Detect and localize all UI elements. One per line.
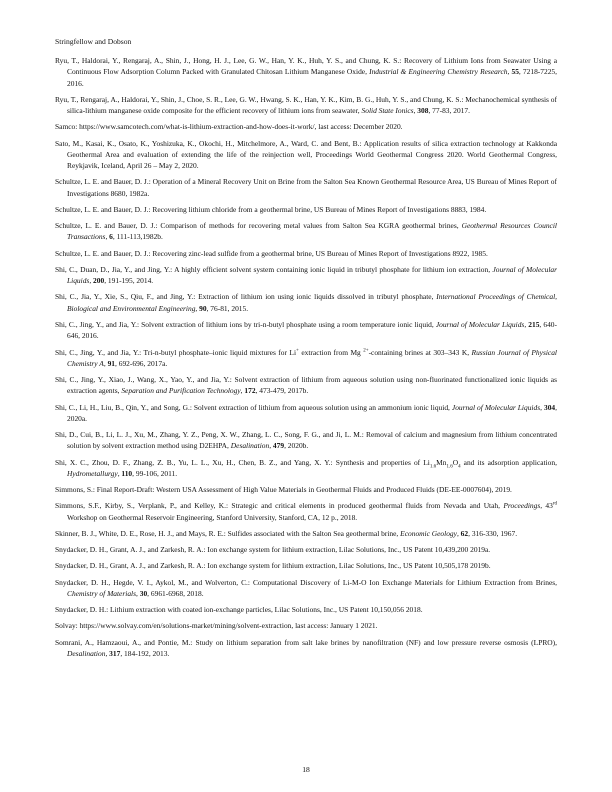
reference-entry — [55, 620, 557, 631]
reference-journal: Economic Geology — [400, 528, 457, 538]
reference-text: , — [117, 468, 122, 478]
reference-text: Shi, C., Jing, Y., Xiao, J., Wang, X., Yao, Y., and Jia, Y.: Solvent extraction of lithium from aqueous solution using non-fluorinated functionalized ionic liquids as extraction agents, — [55, 375, 557, 396]
reference-entry — [55, 264, 557, 287]
reference-list — [55, 55, 557, 664]
reference-text: , 7218-7225, 2016. — [67, 67, 557, 88]
reference-text: and its adsorption application, — [460, 457, 557, 467]
reference-text: , — [240, 386, 245, 396]
reference-entry — [55, 319, 557, 342]
reference-journal: International Proceedings of Chemical, Biological and Environmental Engineering — [67, 292, 557, 313]
reference-journal: Separation and Purification Technology — [121, 386, 241, 396]
reference-entry — [55, 544, 557, 555]
reference-journal: Desalination — [67, 648, 106, 658]
page-number: 18 — [302, 765, 310, 774]
reference-text: , — [269, 441, 273, 451]
reference-text: Schultze, L. E. and Bauer, D. J.: Recovering lithium chloride from a geothermal brine, US Bureau of Mines Report of Investigations 8883, 1984. — [55, 204, 487, 214]
reference-text: , 6961-6968, 2018. — [147, 588, 204, 598]
reference-text: , 99-106, 2011. — [132, 468, 178, 478]
reference-volume: 110 — [121, 468, 133, 478]
subscript: 1.6 — [446, 464, 453, 470]
reference-text: , 77-83, 2017. — [428, 106, 470, 116]
reference-entry — [55, 500, 557, 523]
reference-text: , — [540, 402, 544, 412]
reference-text: Snydacker, D. H., Grant, A. J., and Zarkesh, R. A.: Ion exchange system for lithium extraction, Lilac Solutions, Inc., US Patent 10,439,200 2019a. — [55, 545, 491, 555]
reference-text: Solvay: https://www.solvay.com/en/solutions-market/mining/solvent-extraction, last access: January 1 2021. — [55, 621, 378, 631]
reference-entry — [55, 457, 557, 480]
reference-text: Shi, C., Jia, Y., Xie, S., Qiu, F., and Jing, Y.: Extraction of lithium ion using ionic liquids dissolved in tributyl phosphate, — [55, 292, 437, 302]
reference-entry — [55, 528, 557, 539]
reference-text: Shi, C., Duan, D., Jia, Y., and Jing, Y.: A highly efficient solvent system containing ionic liquid in tributyl phosphate for lithium ion extraction, — [55, 264, 493, 274]
reference-text: O — [452, 457, 459, 467]
reference-text: , — [105, 232, 110, 242]
reference-text: , 473-479, 2017b. — [255, 386, 309, 396]
reference-volume: 62 — [460, 528, 469, 538]
reference-entry — [55, 94, 557, 117]
reference-text: Schultze, L. E. and Bauer, D. J.: Comparison of methods for recovering metal values from Salton Sea KGRA geothermal brines, — [55, 221, 462, 231]
reference-text: Simmons, S.F., Kirby, S., Verplank, P., and Kelley, K.: Strategic and critical elements in produced geothermal fluids from Nevada and Utah, — [55, 501, 504, 511]
reference-text: Ryu, T., Haldorai, Y., Rengaraj, A., Shin, J., Hong, H. J., Lee, G. W., Han, Y. K., Huh, Y. S., and Chung, K. S.: Recovery of Lithium Ions from Seawater Using a Continuous Flow Adsorption Column Packed with Granulated Chitosan Lithium Manganese Oxide, — [55, 56, 557, 77]
reference-text: Snydacker, D. H.: Lithium extraction with coated ion-exchange particles, Lilac Solutions, Inc., US Patent 10,150,056 2018. — [55, 605, 423, 615]
reference-volume: 90 — [199, 303, 207, 313]
reference-journal: Journal of Molecular Liquids — [67, 264, 557, 286]
reference-text: , 43 — [540, 501, 553, 511]
reference-entry — [55, 291, 557, 314]
reference-volume: 308 — [417, 106, 429, 116]
reference-text: , — [524, 320, 529, 330]
reference-entry — [55, 560, 557, 571]
superscript: + — [296, 348, 299, 354]
reference-text: Mn — [436, 457, 447, 467]
reference-text: -containing brines at 303–343 K, — [368, 347, 472, 357]
reference-text: Simmons, S.: Final Report-Draft: Western USA Assessment of High Value Materials in Geothermal Fluids and Produced Fluids (DE-EE-0007604), 2019. — [55, 485, 512, 495]
reference-volume: 55 — [511, 67, 519, 77]
reference-journal: Russian Journal of Physical Chemistry A — [67, 347, 557, 368]
reference-journal: Desalination — [230, 441, 270, 451]
reference-entry — [55, 248, 557, 259]
reference-text: Skinner, B. J., White, D. E., Rose, H. J., and Mays, R. E.: Sulfides associated with the Salton Sea geothermal brine, — [55, 528, 401, 538]
reference-volume: 6 — [109, 232, 113, 242]
reference-text: Ryu, T., Rengaraj, A., Haldorai, Y., Shin, J., Choe, S. R., Lee, G. W., Hwang, S. K., Han, Y. K., Kim, B. G., Huh, Y. S., and Chung, K. S.: Mechanochemical synthesis of silica-lithium manganese oxide composite for the efficient recovery of lithium ions from seawater, — [55, 94, 557, 116]
reference-entry — [55, 220, 557, 243]
reference-volume: 479 — [272, 441, 285, 451]
reference-journal: Hydrometallurgy — [67, 468, 118, 478]
subscript: 4 — [458, 464, 461, 470]
subscript: 1.6 — [429, 464, 437, 470]
reference-text: Shi, D., Cui, B., Li, L. J., Xu, M., Zhang, Y. Z., Peng, X. W., Zhang, L. C., Song, F. G., and Ji, L. M.: Removal of calcium and magnesium from lithium concentrated solution by solvent extraction method using D2EHPA, — [55, 430, 557, 451]
reference-text: Schultze, L. E. and Bauer, D. J.: Recovering zinc-lead sulfide from a geothermal brine, US Bureau of Mines Report of Investigations 8922, 1985. — [55, 248, 488, 258]
reference-journal: Journal of Molecular Liquids — [435, 320, 525, 330]
reference-text: , 2020a. — [67, 402, 557, 423]
reference-journal: Geothermal Resources Council Transactions — [67, 221, 557, 242]
reference-text: , — [507, 67, 512, 77]
reference-text: , 184-192, 2013. — [120, 648, 170, 658]
reference-entry — [55, 138, 557, 172]
reference-journal: Journal of Molecular Liquids — [451, 402, 541, 412]
reference-text: Workshop on Geothermal Reservoir Engineering, Stanford University, Stanford, CA, 12 p., 2018. — [67, 512, 358, 522]
reference-journal: Solid State Ionics — [361, 106, 414, 116]
reference-volume: 91 — [107, 358, 115, 368]
reference-text: Sato, M., Kasai, K., Osato, K., Yoshizuka, K., Okochi, H., Mitchelmore, A., Ward, C. and Bent, B.: Application results of silica extraction technology at Kakkonda Geothermal Area and evaluation of extending the life of the reinjection well, Proceedings World Geothermal Congress 2020. World Geothermal Congress, Reykjavik, Iceland, April 26 – May 2, 2020. — [55, 138, 557, 171]
reference-volume: 30 — [139, 588, 148, 598]
reference-text: , — [456, 528, 461, 538]
reference-entry — [55, 637, 557, 660]
reference-entry — [55, 55, 557, 89]
reference-text: , 316-330, 1967. — [468, 528, 518, 538]
reference-entry — [55, 402, 557, 425]
reference-text: , 640-646, 2016. — [67, 320, 558, 341]
reference-entry — [55, 604, 557, 615]
reference-text: Snydacker, D. H., Hegde, V. I., Aykol, M., and Wolverton, C.: Computational Discovery of Li-M-O Ion Exchange Materials for Lithium Extraction from Brines, — [55, 577, 557, 587]
reference-text: extraction from Mg — [298, 347, 364, 357]
reference-journal: Industrial & Engineering Chemistry Research — [369, 67, 508, 77]
reference-journal: Chemistry of Materials — [67, 588, 137, 598]
reference-volume: 200 — [93, 276, 105, 286]
reference-text: , — [413, 106, 418, 116]
reference-entry — [55, 121, 557, 132]
reference-text: , — [136, 588, 140, 598]
reference-volume: 172 — [244, 386, 256, 396]
reference-entry — [55, 374, 557, 397]
running-header: Stringfellow and Dobson — [55, 37, 132, 46]
reference-text: Shi, C., Li, H., Liu, B., Qin, Y., and Song, G.: Solvent extraction of lithium from aqueous solution using an ammonium ionic liquid, — [55, 402, 452, 412]
reference-text: , 692-696, 2017a. — [115, 358, 168, 368]
reference-volume: 215 — [528, 320, 540, 330]
superscript: rd — [552, 501, 557, 507]
reference-text: , — [195, 303, 200, 313]
reference-text: Schultze, L. E. and Bauer, D. J.: Operation of a Mineral Recovery Unit on Brine from the Salton Sea Known Geothermal Resource Area, US Bureau of Mines Report of Investigations 8680, 1982a. — [55, 177, 557, 198]
reference-entry — [55, 347, 557, 370]
reference-entry — [55, 204, 557, 215]
reference-text: Shi, C., Jing, Y., and Jia, Y.: Solvent extraction of lithium ions by tri-n-butyl phosphate using a room temperature ionic liquid, — [55, 320, 436, 330]
reference-text: Shi, C., Jing, Y., and Jia, Y.: Tri-n-butyl phosphate–ionic liquid mixtures for Li — [55, 347, 297, 357]
reference-text: , 76-81, 2015. — [206, 303, 249, 313]
reference-text: Shi, X. C., Zhou, D. F., Zhang, Z. B., Yu, L. L., Xu, H., Chen, B. Z., and Yang, X. Y.: Synthesis and properties of Li — [55, 457, 430, 467]
reference-text: , 191-195, 2014. — [104, 276, 154, 286]
reference-text: , 2020b. — [284, 441, 309, 451]
reference-entry — [55, 176, 557, 199]
reference-text: Somrani, A., Hamzaoui, A., and Pontie, M.: Study on lithium separation from salt lake brines by nanofiltration (NF) and low pressure reverse osmosis (LPRO), — [55, 637, 557, 647]
reference-entry — [55, 484, 557, 495]
reference-text: , 111-113,1982b. — [112, 232, 163, 242]
reference-text: Samco: https://www.samcotech.com/what-is-lithium-extraction-and-how-does-it-work/, last access: December 2020. — [55, 122, 403, 132]
reference-volume: 317 — [109, 648, 121, 658]
reference-text: , — [89, 276, 94, 286]
reference-entry — [55, 577, 557, 600]
superscript: 2+ — [363, 348, 369, 354]
reference-volume: 304 — [543, 402, 556, 412]
reference-text: , — [103, 358, 108, 368]
reference-journal: Proceedings — [503, 501, 541, 511]
reference-text: , — [105, 648, 110, 658]
reference-text: Snydacker, D. H., Grant, A. J., and Zarkesh, R. A.: Ion exchange system for lithium extraction, Lilac Solutions, Inc., US Patent 10,505,178 2019b. — [55, 561, 491, 571]
reference-entry — [55, 429, 557, 452]
